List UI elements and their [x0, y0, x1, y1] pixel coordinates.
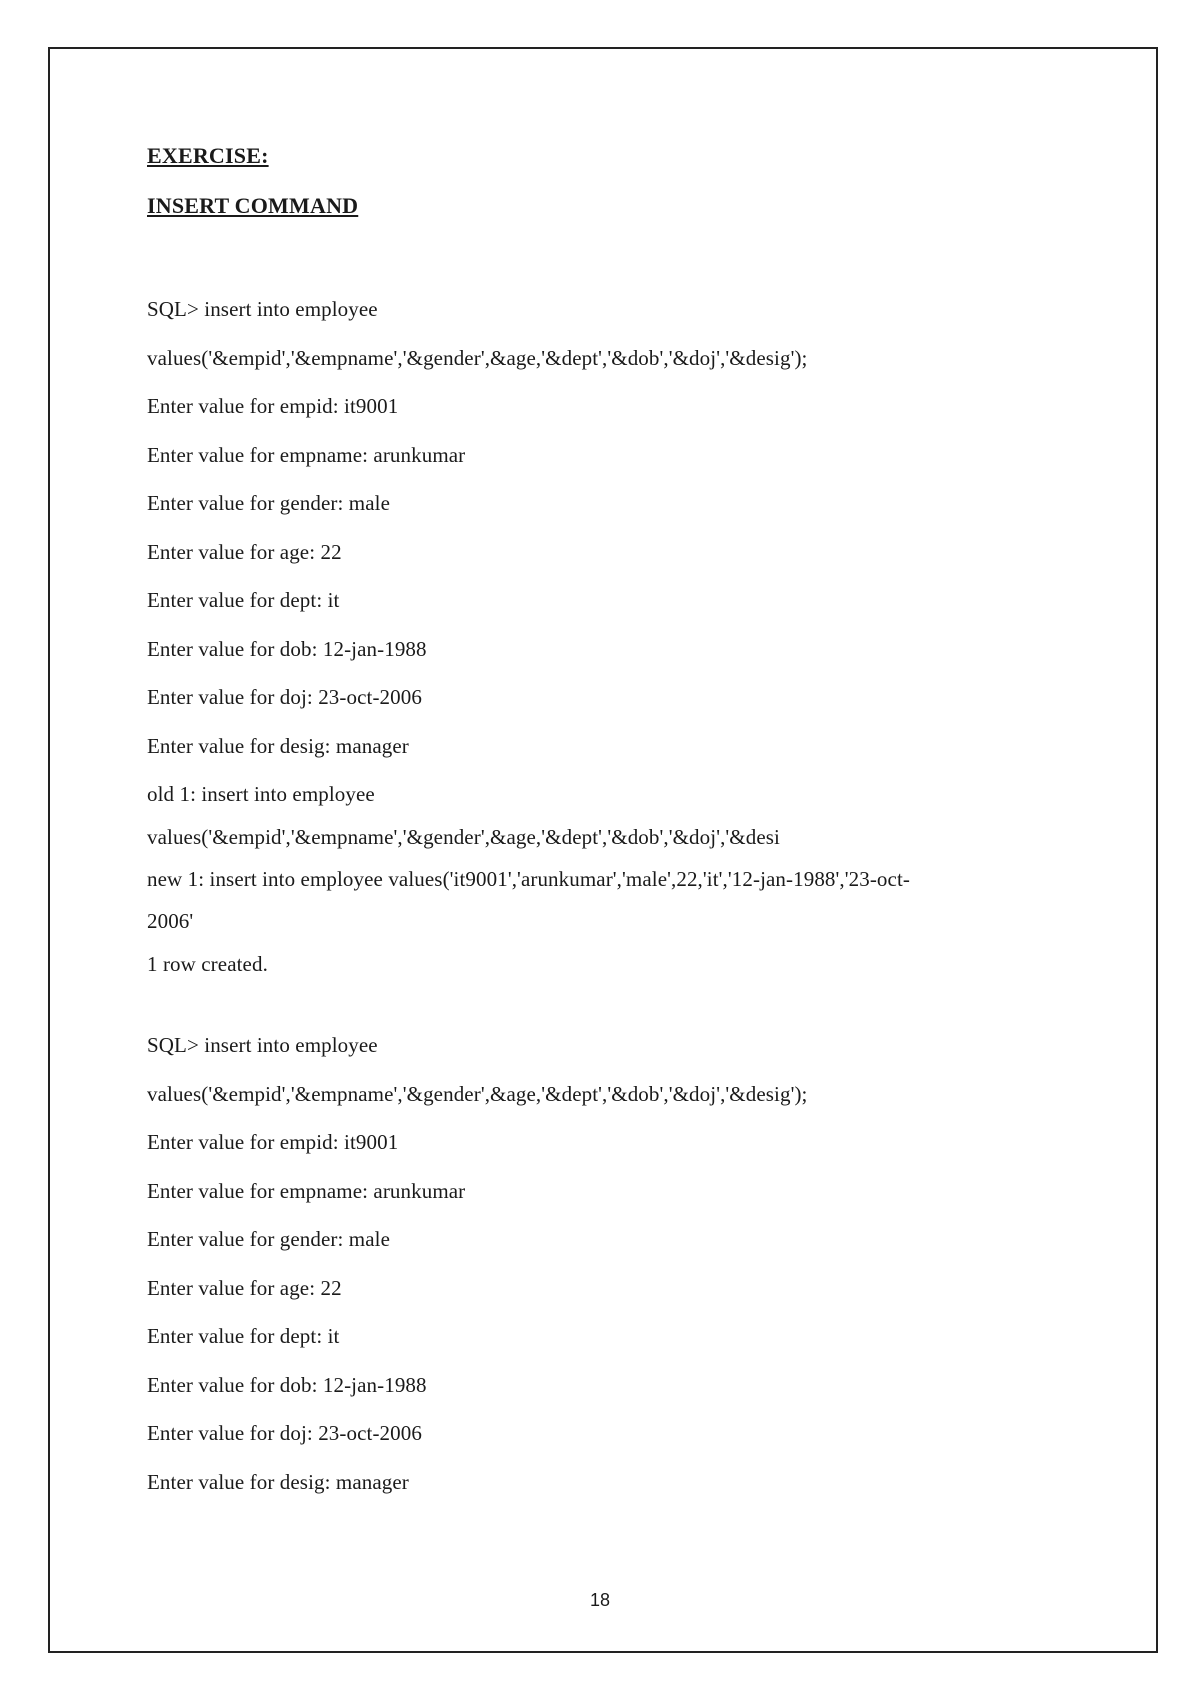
sql-line: Enter value for dob: 12-jan-1988 [147, 1373, 427, 1397]
sql-line: 2006' [147, 909, 194, 933]
sql-line: Enter value for empid: it9001 [147, 1130, 399, 1154]
sql-line: Enter value for empid: it9001 [147, 394, 399, 418]
sql-line: Enter value for doj: 23-oct-2006 [147, 1421, 422, 1445]
sql-line: Enter value for age: 22 [147, 1276, 342, 1300]
sql-line: old 1: insert into employee [147, 782, 375, 806]
sql-line: Enter value for doj: 23-oct-2006 [147, 685, 422, 709]
page-border [48, 47, 1158, 1653]
sql-line: Enter value for desig: manager [147, 1470, 409, 1494]
sql-line: values('&empid','&empname','&gender',&age,'&dept','&dob','&doj','&desig'); [147, 1082, 808, 1106]
sql-line: Enter value for dept: it [147, 1324, 340, 1348]
sql-line: Enter value for empname: arunkumar [147, 1179, 466, 1203]
sql-line: Enter value for empname: arunkumar [147, 443, 466, 467]
sql-line: Enter value for age: 22 [147, 540, 342, 564]
sql-line: Enter value for dob: 12-jan-1988 [147, 637, 427, 661]
sql-line: Enter value for desig: manager [147, 734, 409, 758]
sql-line: Enter value for gender: male [147, 1227, 391, 1251]
sql-line: SQL> insert into employee [147, 1033, 378, 1057]
sql-line: values('&empid','&empname','&gender',&age,'&dept','&dob','&doj','&desig'); [147, 346, 808, 370]
sql-line: Enter value for gender: male [147, 491, 391, 515]
sql-line: new 1: insert into employee values('it9001','arunkumar','male',22,'it','12-jan-1988','23-oct- [147, 867, 910, 891]
exercise-heading: EXERCISE: [147, 143, 269, 168]
page-number: 18 [589, 1590, 611, 1610]
sql-line: Enter value for dept: it [147, 588, 340, 612]
sql-line: SQL> insert into employee [147, 297, 378, 321]
insert-command-heading: INSERT COMMAND [147, 193, 359, 218]
sql-line: values('&empid','&empname','&gender',&age,'&dept','&dob','&doj','&desi [147, 825, 780, 849]
sql-line: 1 row created. [147, 952, 268, 976]
